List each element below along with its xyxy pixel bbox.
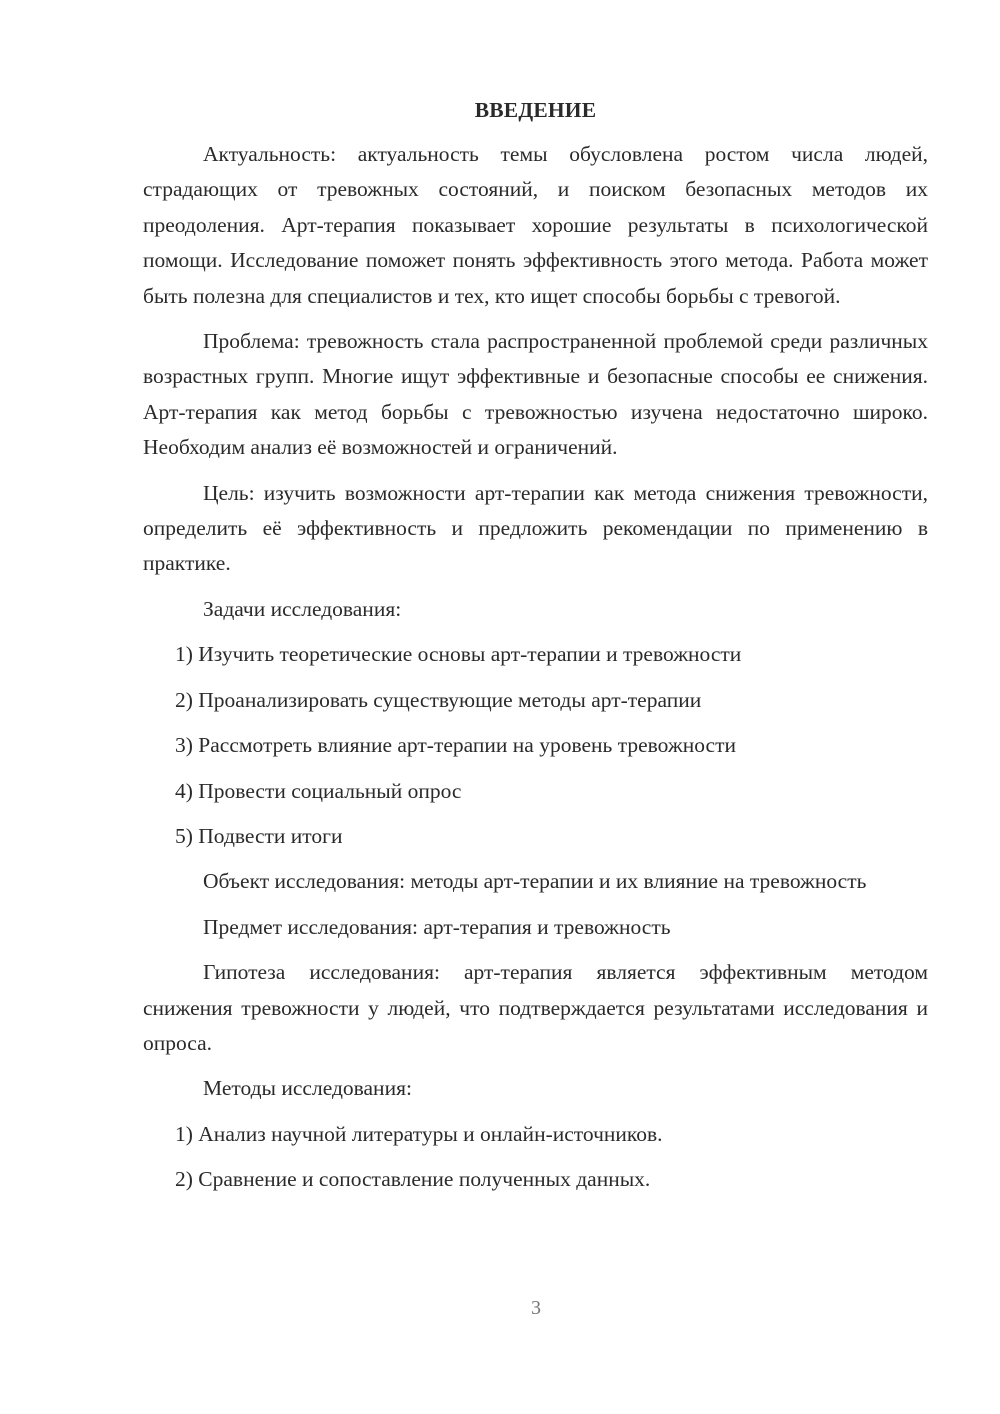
task-item-1: 1) Изучить теоретические основы арт-терапии и тревожности — [175, 642, 742, 667]
methods-heading: Методы исследования: — [203, 1076, 412, 1101]
paragraph-subject: Предмет исследования: арт-терапия и тревожность — [203, 914, 671, 939]
paragraph-hypothesis: Гипотеза исследования: арт-терапия является эффективным методом снижения тревожности у людей, что подтверждается результатами исследования и опроса. — [143, 960, 928, 1055]
task-item-2: 2) Проанализировать существующие методы арт-терапии — [175, 687, 702, 712]
paragraph-object: Объект исследования: методы арт-терапии и их влияние на тревожность — [203, 869, 867, 894]
section-title: ВВЕДЕНИЕ — [474, 98, 597, 122]
task-item-5: 5) Подвести итоги — [175, 823, 343, 848]
document-page — [143, 95, 928, 1208]
paragraph-problem: Проблема: тревожность стала распространенной проблемой среди различных возрастных групп. Многие ищут эффективные и безопасные способы ее снижения. Арт-терапия как метод борьбы с тревожностью изучена недостаточно широко. Необходим анализ её возможностей и ограничений. — [143, 329, 928, 460]
paragraph-goal: Цель: изучить возможности арт-терапии как метода снижения тревожности, определить её эффективность и предложить рекомендации по применению в практике. — [143, 480, 928, 576]
method-item-1: 1) Анализ научной литературы и онлайн-источников. — [175, 1121, 663, 1146]
page-number: 3 — [531, 1297, 541, 1319]
task-item-3: 3) Рассмотреть влияние арт-терапии на уровень тревожности — [175, 733, 736, 758]
paragraph-relevance: Актуальность: актуальность темы обусловлена ростом числа людей, страдающих от тревожных состояний, и поиском безопасных методов их преодоления. Арт-терапия показывает хорошие результаты в психологической помощи. Исследование поможет понять эффективность этого метода. Работа может быть полезна для специалистов и тех, кто ищет способы борьбы с тревогой. — [143, 142, 928, 308]
tasks-heading: Задачи исследования: — [203, 596, 402, 621]
task-item-4: 4) Провести социальный опрос — [175, 778, 462, 803]
method-item-2: 2) Сравнение и сопоставление полученных данных. — [175, 1167, 651, 1192]
